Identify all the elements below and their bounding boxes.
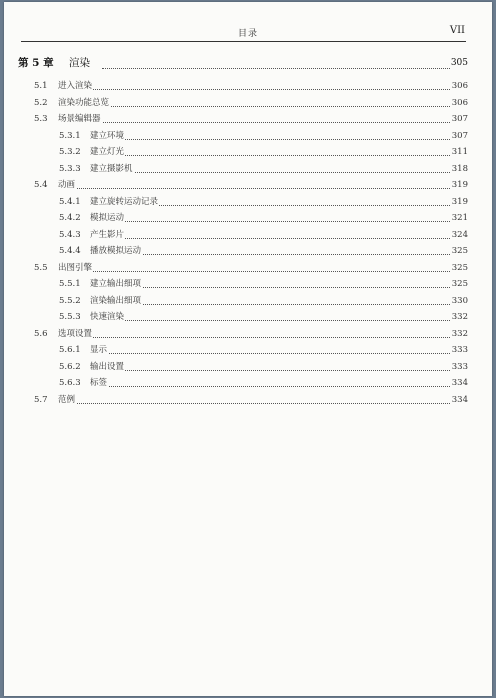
entry-title: 产生影片	[90, 229, 125, 240]
entry-number: 5.3.3	[59, 163, 81, 174]
entry-page: 325	[451, 246, 468, 256]
toc-subsection-entry[interactable]	[4, 129, 492, 143]
dot-leader	[98, 254, 450, 255]
dot-leader	[98, 370, 450, 371]
entry-title: 建立旋转运动记录	[90, 196, 159, 207]
entry-number: 5.7	[34, 394, 48, 405]
entry-title: 建立灯光	[90, 147, 125, 157]
entry-page: 307	[451, 130, 468, 141]
toc-subsection-entry[interactable]	[4, 244, 492, 258]
toc-subsection-entry[interactable]	[4, 211, 492, 225]
entry-title: 模拟运动	[90, 213, 125, 223]
entry-number: 5.3	[34, 114, 48, 124]
dot-leader	[98, 320, 450, 321]
chapter-title: 渲染	[69, 57, 90, 69]
entry-title: 动画	[58, 180, 76, 190]
entry-number: 5.4	[34, 180, 48, 190]
toc-subsection-entry[interactable]	[4, 376, 492, 390]
entry-title: 范例	[58, 394, 76, 405]
dot-leader	[98, 221, 450, 222]
document-page	[4, 2, 492, 696]
dot-leader	[66, 337, 450, 338]
entry-number: 5.6.3	[59, 378, 81, 388]
chapter-number: 第 5 章	[18, 57, 54, 69]
entry-title: 渲染输出细项	[90, 295, 142, 306]
dot-leader	[102, 68, 450, 69]
toc-subsection-entry[interactable]	[4, 195, 492, 209]
dot-leader	[66, 122, 450, 123]
dot-leader	[98, 353, 450, 354]
entry-page: 330	[451, 295, 468, 306]
entry-number: 5.4.1	[59, 196, 81, 207]
entry-page: 306	[451, 97, 468, 108]
entry-number: 5.5.1	[59, 279, 81, 289]
entry-number: 5.5.2	[59, 295, 81, 306]
entry-page: 334	[451, 394, 468, 405]
dot-leader	[66, 403, 450, 404]
toc-subsection-entry[interactable]	[4, 145, 492, 159]
toc-section-entry[interactable]	[4, 178, 492, 192]
dot-leader	[98, 238, 450, 239]
entry-title: 建立输出细项	[90, 279, 142, 289]
dot-leader	[98, 287, 450, 288]
header-divider	[21, 41, 466, 42]
toc-section-entry[interactable]	[4, 79, 492, 93]
entry-title: 输出设置	[90, 361, 125, 372]
entry-page: 324	[451, 229, 468, 240]
entry-title: 场景编辑器	[58, 114, 101, 124]
entry-page: 325	[451, 262, 468, 273]
entry-title: 显示	[90, 345, 108, 355]
entry-page: 333	[451, 345, 468, 355]
entry-number: 5.2	[34, 97, 48, 108]
entry-number: 5.6.1	[59, 345, 81, 355]
entry-title: 建立环境	[90, 130, 125, 141]
running-header-title: 目录	[237, 29, 258, 39]
entry-page: 318	[451, 163, 468, 174]
entry-page: 321	[451, 213, 468, 223]
entry-page: 332	[451, 328, 468, 339]
entry-page: 311	[451, 147, 468, 157]
dot-leader	[98, 172, 450, 173]
toc-section-entry[interactable]	[4, 112, 492, 126]
toc-subsection-entry[interactable]	[4, 343, 492, 357]
entry-number: 5.6	[34, 328, 48, 339]
dot-leader	[98, 304, 450, 305]
entry-page: 319	[451, 180, 468, 190]
entry-title: 进入渲染	[58, 81, 93, 91]
dot-leader	[66, 188, 450, 189]
toc-subsection-entry[interactable]	[4, 162, 492, 176]
entry-title: 选项设置	[58, 328, 93, 339]
entry-number: 5.4.4	[59, 246, 81, 256]
entry-number: 5.5.3	[59, 312, 81, 322]
toc-chapter-entry[interactable]	[4, 56, 492, 70]
entry-number: 5.5	[34, 262, 48, 273]
dot-leader	[66, 106, 450, 107]
toc-section-entry[interactable]	[4, 261, 492, 275]
dot-leader	[66, 271, 450, 272]
dot-leader	[98, 386, 450, 387]
entry-page: 332	[451, 312, 468, 322]
entry-page: 319	[451, 196, 468, 207]
entry-number: 5.6.2	[59, 361, 81, 372]
entry-title: 播放模拟运动	[90, 246, 142, 256]
entry-number: 5.1	[34, 81, 48, 91]
entry-number: 5.4.3	[59, 229, 81, 240]
toc-subsection-entry[interactable]	[4, 228, 492, 242]
toc-section-entry[interactable]	[4, 96, 492, 110]
entry-page: 307	[451, 114, 468, 124]
entry-page: 333	[451, 361, 468, 372]
entry-page: 325	[451, 279, 468, 289]
entry-number: 5.4.2	[59, 213, 81, 223]
chapter-page: 305	[450, 58, 468, 68]
running-header-page-number: VII	[449, 25, 465, 36]
toc-section-entry[interactable]	[4, 393, 492, 407]
dot-leader	[98, 155, 450, 156]
toc-section-entry[interactable]	[4, 327, 492, 341]
entry-title: 建立摄影机	[90, 163, 133, 174]
entry-title: 渲染功能总览	[58, 97, 110, 108]
dot-leader	[98, 139, 450, 140]
dot-leader	[66, 89, 450, 90]
entry-number: 5.3.2	[59, 147, 81, 157]
toc-subsection-entry[interactable]	[4, 294, 492, 308]
entry-page: 306	[451, 81, 468, 91]
entry-title: 快速渲染	[90, 312, 125, 322]
entry-title: 标签	[90, 378, 108, 388]
toc-subsection-entry[interactable]	[4, 277, 492, 291]
toc-subsection-entry[interactable]	[4, 310, 492, 324]
toc-subsection-entry[interactable]	[4, 360, 492, 374]
entry-number: 5.3.1	[59, 130, 81, 141]
entry-page: 334	[451, 378, 468, 388]
entry-title: 出图引擎	[58, 262, 93, 273]
